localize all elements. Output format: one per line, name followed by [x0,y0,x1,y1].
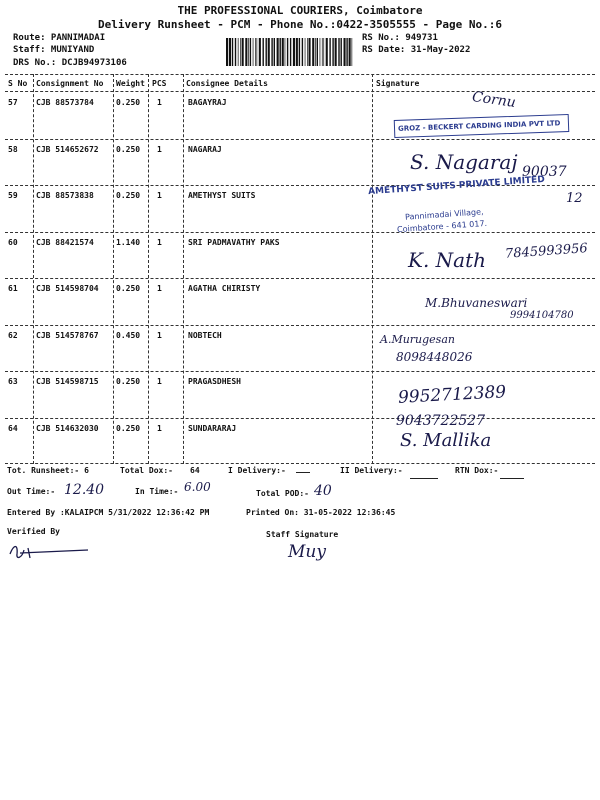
row-weight: 0.450 [116,330,141,340]
col-sno: S No [8,79,28,88]
barcode [226,38,354,66]
row-consignee: NAGARAJ [188,144,222,154]
col-separator [183,74,184,464]
col-separator [113,74,114,464]
document-title: THE PROFESSIONAL COURIERS, Coimbatore [177,4,423,17]
printed-on: Printed On: 31-05-2022 12:36:45 [246,508,396,517]
row-consignee: NOBTECH [188,330,222,340]
row-consignee: SRI PADMAVATHY PAKS [188,237,280,247]
total-dox-label: Total Dox:- [120,466,173,475]
signature-61: M.Bhuvaneswari [425,296,528,310]
out-time-value: 12.40 [64,482,105,498]
row-rule [5,139,595,140]
staff-label: Staff: MUNIYAND [13,45,95,55]
phone-63: 9952712389 [397,382,507,408]
row-pcs: 1 [157,191,162,200]
row-pcs: 1 [157,237,162,247]
row-pcs: 1 [157,330,162,340]
row-rule [5,278,595,279]
rtn-dox-label: RTN Dox:- [455,466,499,475]
row-consignee: AGATHA CHIRISTY [188,284,261,293]
row-pcs: 1 [157,98,162,107]
col-weight: Weight [116,79,145,88]
row-consignment: CJB 514598704 [36,284,99,293]
row-pcs: 1 [157,144,162,154]
row-consignment: CJB 514632030 [36,423,99,433]
row-weight: 0.250 [116,191,141,200]
table-bottom-rule [5,463,595,464]
row-pcs: 1 [157,423,162,433]
row-consignee: BAGAYRAJ [188,98,227,107]
signature-58: S. Nagaraj [410,150,518,174]
staff-signature: Muy [288,542,326,562]
amethyst-stamp-address: Pannimadai Village, [404,207,484,222]
phone-62: 8098448026 [396,350,473,364]
row-consignee: PRAGASDHESH [188,377,241,386]
row-rule [5,371,595,372]
row-consignment: CJB 88573784 [36,98,94,107]
route-label: Route: PANNIMADAI [13,33,106,43]
col-details: Consignee Details [186,79,268,88]
total-pod-label: Total POD:- [256,489,309,498]
row-pcs: 1 [157,284,162,293]
amethyst-stamp-name: AMETHYST SUITS PRIVATE LIMITED [367,174,546,198]
row-weight: 0.250 [116,423,141,433]
row-sno: 59 [8,191,18,200]
phone-61: 9994104780 [510,310,574,321]
row-rule [5,232,595,233]
table-header-rule [5,91,595,92]
out-time-label: Out Time:- [7,487,56,496]
signature-60: K. Nath [408,248,486,272]
col-separator [148,74,149,464]
phone-64: 9043722527 [396,413,486,429]
rs-number: RS No.: 949731 [362,33,438,43]
row-weight: 0.250 [116,284,141,293]
i-delivery-label: I Delivery:- [228,466,286,475]
signature-64: S. Mallika [400,430,492,451]
row-rule [5,325,595,326]
row-consignee: SUNDARARAJ [188,423,237,433]
row-consignment: CJB 514652672 [36,144,99,154]
row-pcs: 1 [157,377,162,386]
drs-number: DRS No.: DCJB94973106 [13,58,127,68]
row-sno: 61 [8,284,18,293]
ii-delivery-label: II Delivery:- [340,466,403,475]
rs-date: RS Date: 31-May-2022 [362,45,471,55]
row-sno: 58 [8,144,18,154]
ii-delivery-dash [410,478,438,479]
phone-60: 7845993956 [504,241,589,262]
in-time-label: In Time:- [135,487,179,496]
document-subtitle: Delivery Runsheet - PCM - Phone No.:0422-3505555 - Page No.:6 [98,18,502,31]
row-consignee: AMETHYST SUITS [188,191,256,200]
total-dox-value: 64 [190,466,200,475]
row-consignment: CJB 514598715 [36,377,99,386]
row-sno: 63 [8,377,18,386]
groz-company-stamp: GROZ - BECKERT CARDING INDIA PVT LTD [394,114,570,138]
total-pod-value: 40 [314,483,332,499]
col-separator [372,74,373,464]
phone-58: 90037 [522,164,567,180]
staff-signature-label: Staff Signature [266,530,339,539]
row-consignment: CJB 514578767 [36,330,99,340]
row-sno: 57 [8,98,18,107]
col-pcs: PCS [152,79,167,88]
in-time-value: 6.00 [184,480,211,494]
row-consignment: CJB 88421574 [36,237,94,247]
i-delivery-dash [296,472,310,473]
row-weight: 0.250 [116,98,141,107]
col-consignment: Consignment No [36,79,104,88]
row-sno: 60 [8,237,18,247]
row-weight: 1.140 [116,237,141,247]
verified-by-signature [8,540,92,562]
row-sno: 64 [8,423,18,433]
col-separator [33,74,34,464]
amethyst-stamp-city: Coimbatore - 641 017. [396,218,488,235]
rtn-dox-dash [500,478,524,479]
entered-by: Entered By :KALAIPCM 5/31/2022 12:36:42 PM [7,508,210,517]
verified-by-label: Verified By [7,527,60,536]
note-59: 12 [566,191,583,206]
signature-57: Cornu [471,89,517,111]
row-sno: 62 [8,330,18,340]
table-top-rule [5,74,595,75]
row-weight: 0.250 [116,377,141,386]
row-consignment: CJB 88573838 [36,191,94,200]
col-signature: Signature [376,79,420,88]
row-rule [5,418,595,419]
row-weight: 0.250 [116,144,141,154]
total-runsheet: Tot. Runsheet:- 6 [7,466,89,475]
signature-62: A.Murugesan [380,333,455,346]
